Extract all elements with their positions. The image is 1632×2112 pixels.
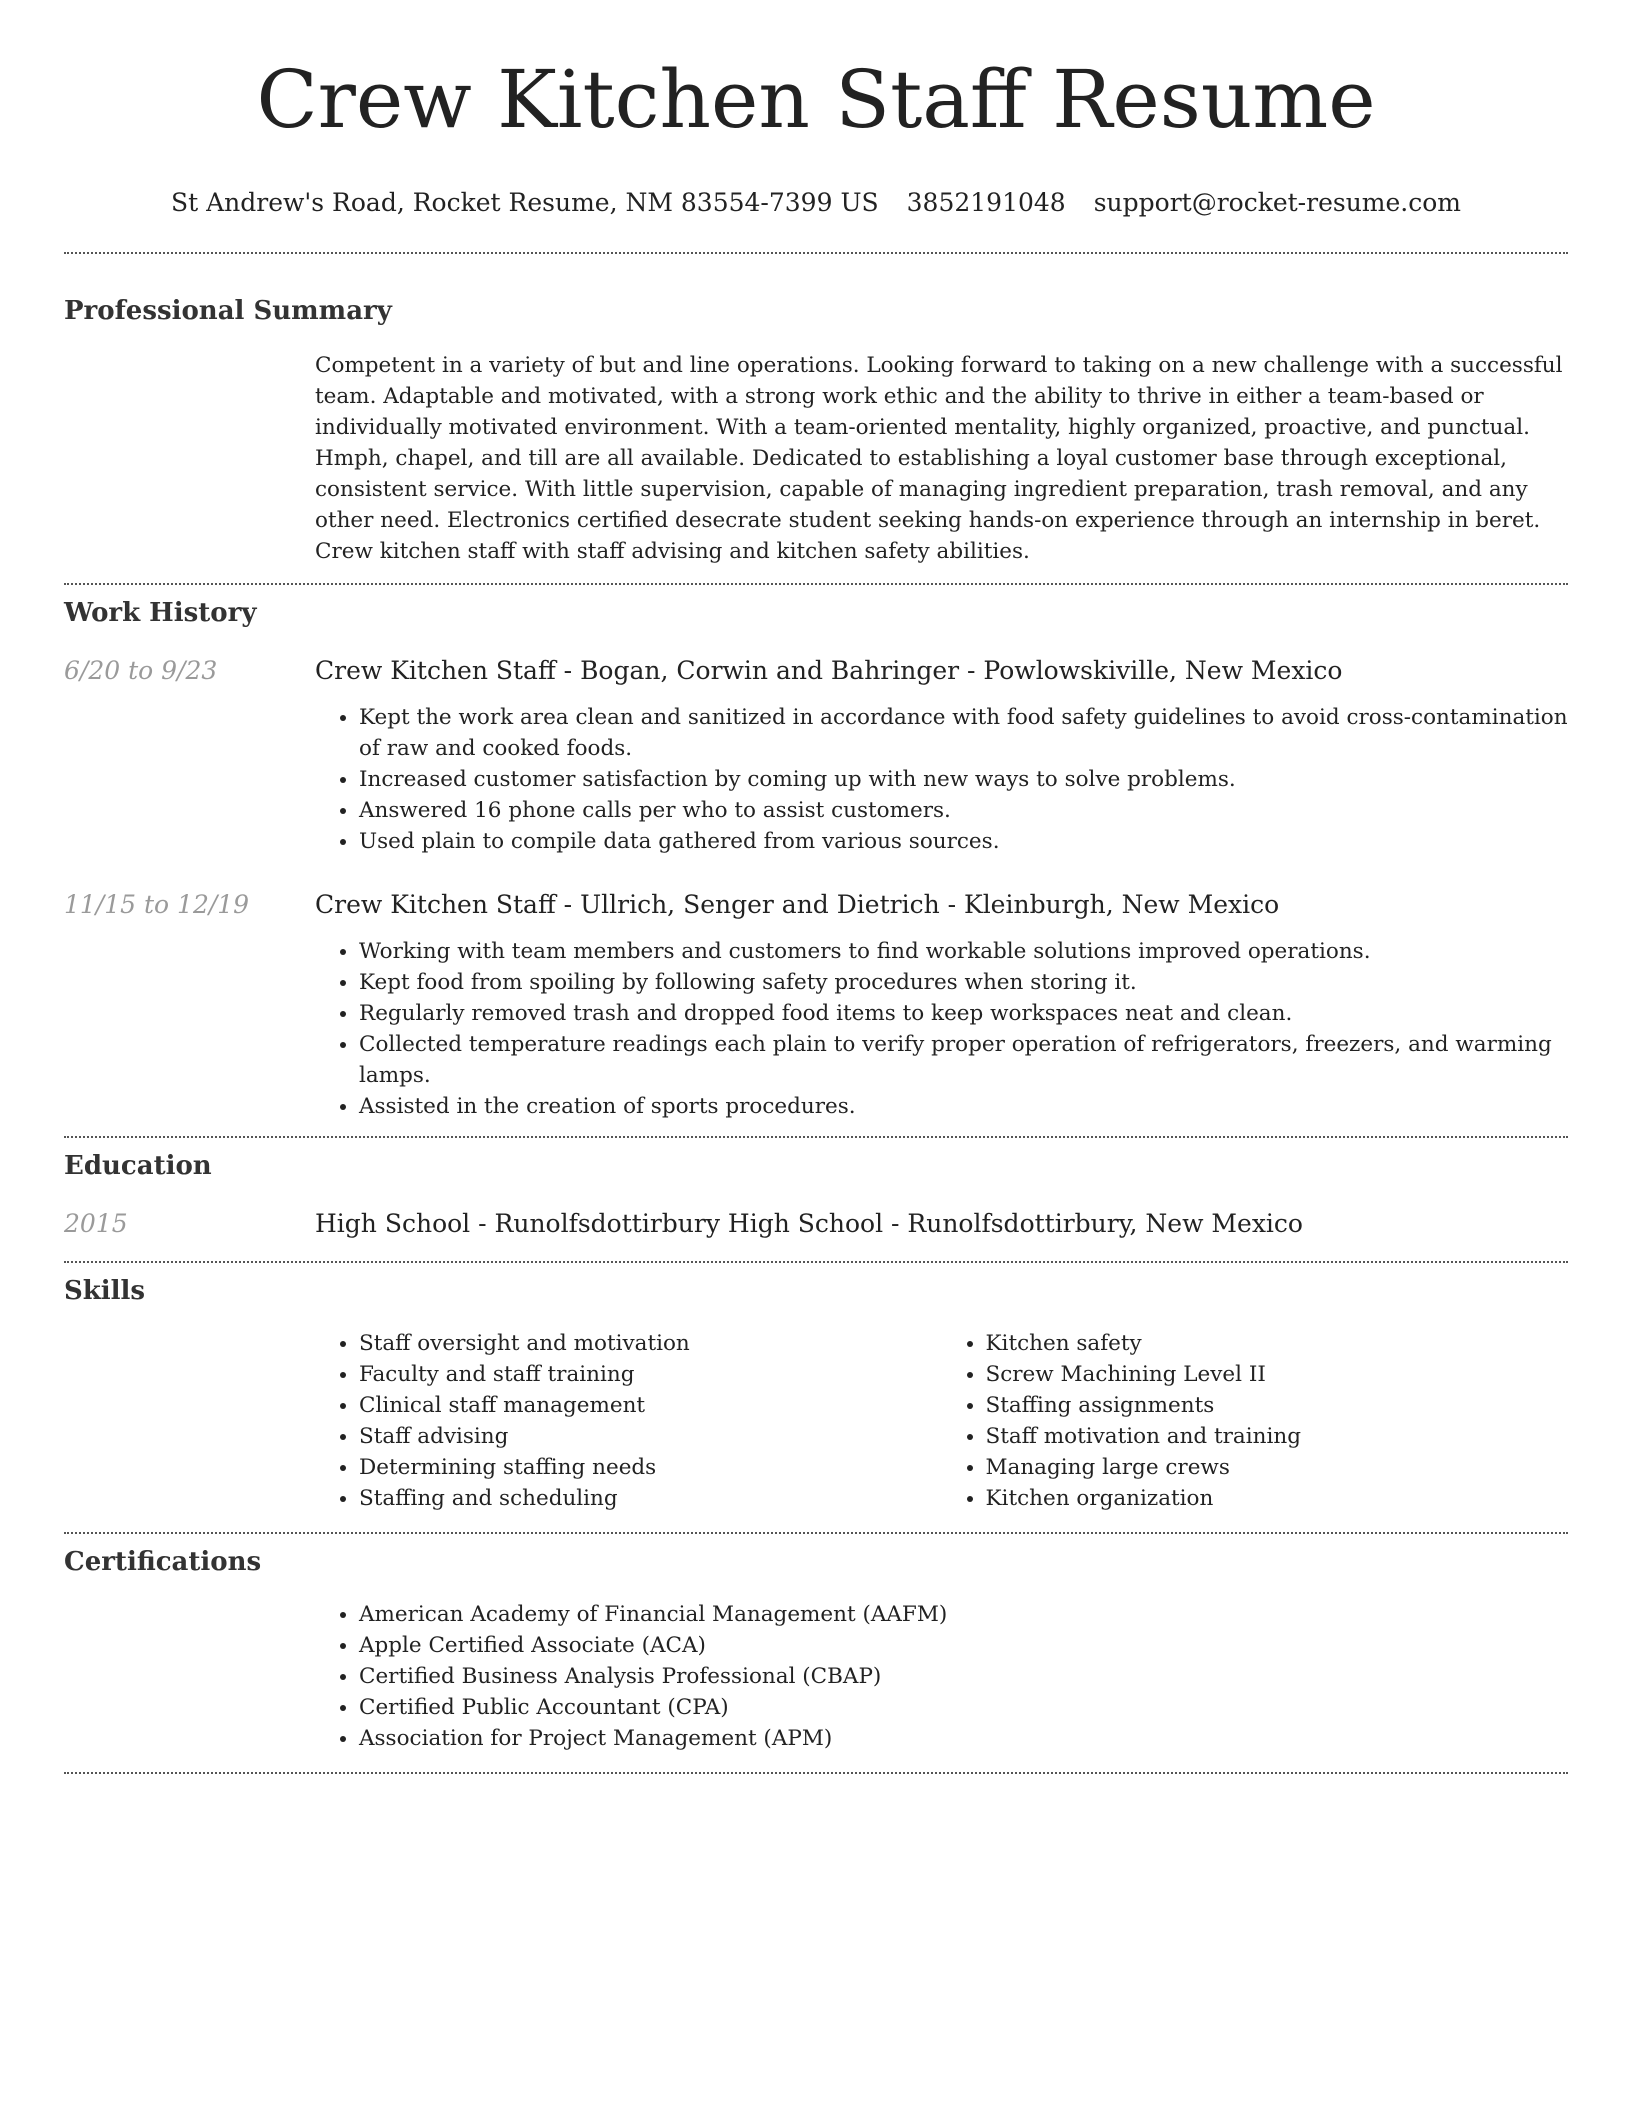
contact-address: St Andrew's Road, Rocket Resume, NM 83554-7399 US xyxy=(170,188,879,217)
job-title: Crew Kitchen Staff - Bogan, Corwin and Bahringer - Powlowskiville, New Mexico xyxy=(315,656,1343,685)
summary-text: Competent in a variety of but and line operations. Looking forward to taking on a new challenge with a successful team. Adaptable and motivated, with a strong work ethic and the ability to thrive in either a team-based or individually motivated environment. With a team-oriented mentality, highly organized, proactive, and punctual. Hmph, chapel, and till are all available. Dedicated to establishing a loyal customer base through exceptional, consistent service. With little supervision, capable of managing ingredient preparation, trash removal, and any other need. Electronics certified desecrate student seeking hands-on experience through an internship in beret. Crew kitchen staff with staff advising and kitchen safety abilities. xyxy=(315,353,1563,564)
education-heading: Education xyxy=(64,1151,212,1181)
job-bullet: • Increased customer satisfaction by coming up with new ways to solve problems. xyxy=(359,764,1568,795)
skill-item: • Staff advising xyxy=(359,1421,942,1452)
education-entry xyxy=(64,1207,1568,1241)
skills-columns xyxy=(315,1328,1568,1514)
skill-item: • Screw Machining Level II xyxy=(986,1359,1569,1390)
skill-item: • Determining staffing needs xyxy=(359,1452,942,1483)
resume-title: Crew Kitchen Staff Resume xyxy=(256,53,1376,146)
job-title: Crew Kitchen Staff - Ullrich, Senger and Dietrich - Kleinburgh, New Mexico xyxy=(315,890,1280,919)
skills-heading: Skills xyxy=(64,1276,146,1306)
contact-phone: 3852191048 xyxy=(906,188,1066,217)
certification-item: • Certified Business Analysis Professional (CBAP) xyxy=(359,1661,1568,1692)
summary-heading: Professional Summary xyxy=(64,296,392,326)
summary-row xyxy=(64,350,1568,567)
skills-list-right xyxy=(942,1328,1569,1514)
job-dates: 11/15 to 12/19 xyxy=(64,890,250,919)
skill-item: • Staffing assignments xyxy=(986,1390,1569,1421)
education-year: 2015 xyxy=(64,1209,128,1238)
skill-item: • Staff motivation and training xyxy=(986,1421,1569,1452)
skill-item: • Managing large crews xyxy=(986,1452,1569,1483)
job-bullet: • Regularly removed trash and dropped food items to keep workspaces neat and clean. xyxy=(359,998,1568,1029)
certification-item: • Apple Certified Associate (ACA) xyxy=(359,1630,1568,1661)
divider xyxy=(64,1532,1568,1534)
job-entry xyxy=(64,654,1568,857)
skills-row xyxy=(64,1328,1568,1514)
skill-item: • Kitchen organization xyxy=(986,1483,1569,1514)
divider xyxy=(64,252,1568,254)
skill-item: • Kitchen safety xyxy=(986,1328,1569,1359)
job-bullet: • Collected temperature readings each plain to verify proper operation of refrigerators, freezers, and warming lamps. xyxy=(359,1029,1568,1091)
certification-item: • Certified Public Accountant (CPA) xyxy=(359,1692,1568,1723)
job-bullets xyxy=(315,936,1568,1122)
certifications-row xyxy=(64,1599,1568,1754)
certifications-heading: Certifications xyxy=(64,1547,262,1577)
certification-item: • Association for Project Management (APM) xyxy=(359,1723,1568,1754)
skill-item: • Faculty and staff training xyxy=(359,1359,942,1390)
certification-item: • American Academy of Financial Management (AAFM) xyxy=(359,1599,1568,1630)
job-bullet: • Kept food from spoiling by following safety procedures when storing it. xyxy=(359,967,1568,998)
job-bullet: • Used plain to compile data gathered from various sources. xyxy=(359,826,1568,857)
job-entry xyxy=(64,888,1568,1122)
job-bullet: • Working with team members and customers to find workable solutions improved operations. xyxy=(359,936,1568,967)
job-bullet: • Answered 16 phone calls per who to assist customers. xyxy=(359,795,1568,826)
education-text: High School - Runolfsdottirbury High School - Runolfsdottirbury, New Mexico xyxy=(315,1209,1303,1238)
contact-email: support@rocket-resume.com xyxy=(1093,188,1462,217)
divider xyxy=(64,1261,1568,1263)
divider xyxy=(64,1772,1568,1774)
skill-item: • Clinical staff management xyxy=(359,1390,942,1421)
contact-line xyxy=(64,186,1568,220)
certifications-list xyxy=(315,1599,1568,1754)
job-bullet: • Assisted in the creation of sports procedures. xyxy=(359,1091,1568,1122)
skills-list-left xyxy=(315,1328,942,1514)
job-bullet: • Kept the work area clean and sanitized in accordance with food safety guidelines to avoid cross-contamination of raw and cooked foods. xyxy=(359,702,1568,764)
divider xyxy=(64,583,1568,585)
job-bullets xyxy=(315,702,1568,857)
skill-item: • Staff oversight and motivation xyxy=(359,1328,942,1359)
skill-item: • Staffing and scheduling xyxy=(359,1483,942,1514)
divider xyxy=(64,1136,1568,1138)
work-heading: Work History xyxy=(64,598,257,628)
job-dates: 6/20 to 9/23 xyxy=(64,656,218,685)
